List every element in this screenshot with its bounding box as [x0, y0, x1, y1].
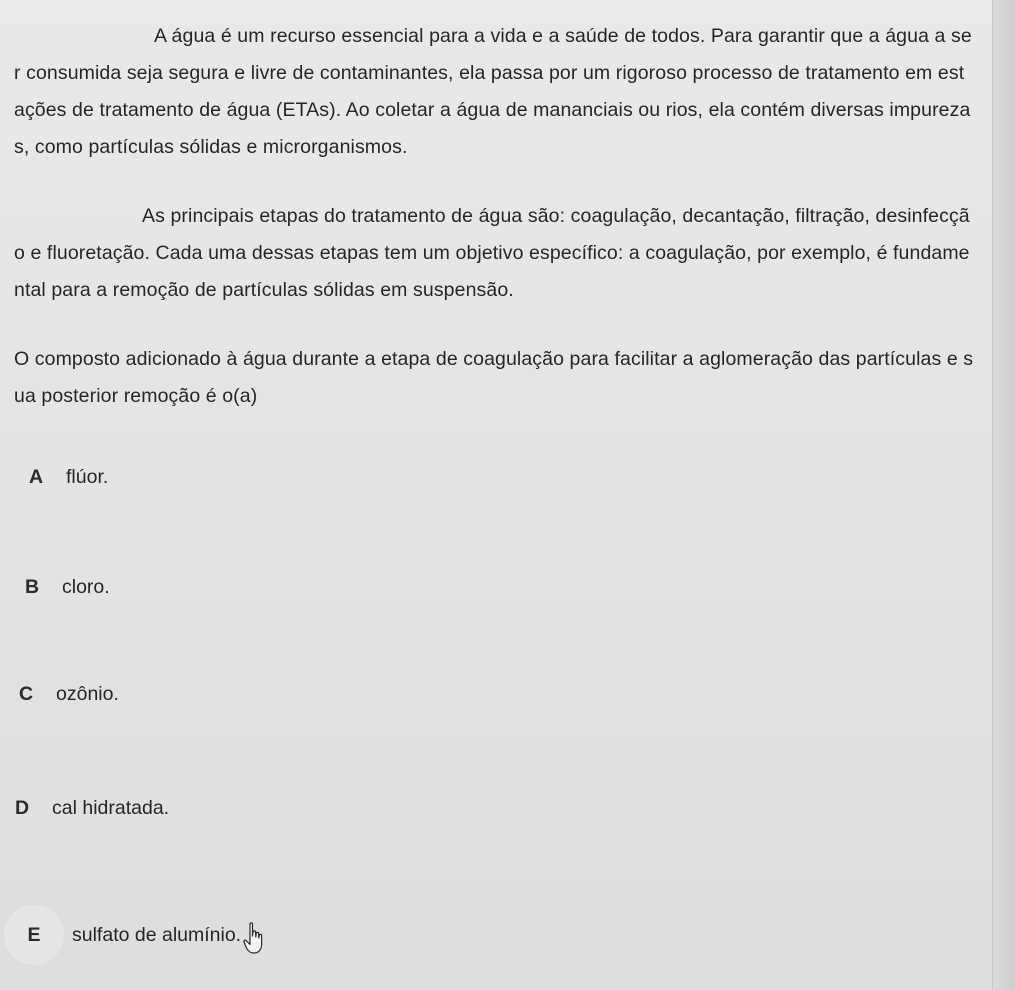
- alternative-text: flúor.: [66, 465, 109, 488]
- question-paragraph-1: A água é um recurso essencial para a vida e a saúde de todos. Para garantir que a água a ser consumida seja segura e livre de contaminantes, ela passa por um rigoroso processo de tratamento em estações de tratamento de água (ETAs). Ao coletar a água de mananciais ou rios, ela contém diversas impurezas, como partículas sólidas e microrganismos.: [14, 25, 972, 158]
- alternative-letter: A: [28, 465, 44, 488]
- alternative-text: cloro.: [62, 575, 110, 598]
- alternative-text: ozônio.: [56, 682, 119, 705]
- alternative-letter: D: [14, 796, 30, 819]
- alternative-a[interactable]: [14, 437, 974, 517]
- alternative-letter: E: [4, 905, 64, 965]
- alternative-c[interactable]: [4, 654, 964, 734]
- alternative-b[interactable]: [10, 547, 970, 627]
- question-block: [14, 18, 974, 447]
- question-prompt: O composto adicionado à água durante a etapa de coagulação para facilitar a aglomeração das partículas e sua posterior remoção é o(a): [14, 348, 974, 407]
- alternative-e[interactable]: [10, 880, 970, 990]
- alternative-text: cal hidratada.: [52, 796, 170, 819]
- alternative-text: sulfato de alumínio.: [72, 923, 242, 946]
- scrollbar-track[interactable]: [992, 0, 1015, 990]
- alternative-letter: C: [18, 682, 34, 705]
- hand-pointer-icon: [243, 922, 265, 956]
- alternative-letter: B: [24, 575, 40, 598]
- alternative-d[interactable]: [0, 768, 960, 848]
- question-paragraph-2: As principais etapas do tratamento de água são: coagulação, decantação, filtração, desinfecção e fluoretação. Cada uma dessas etapas tem um objetivo específico: a coagulação, por exemplo, é fundamental para a remoção de partículas sólidas em suspensão.: [14, 205, 970, 301]
